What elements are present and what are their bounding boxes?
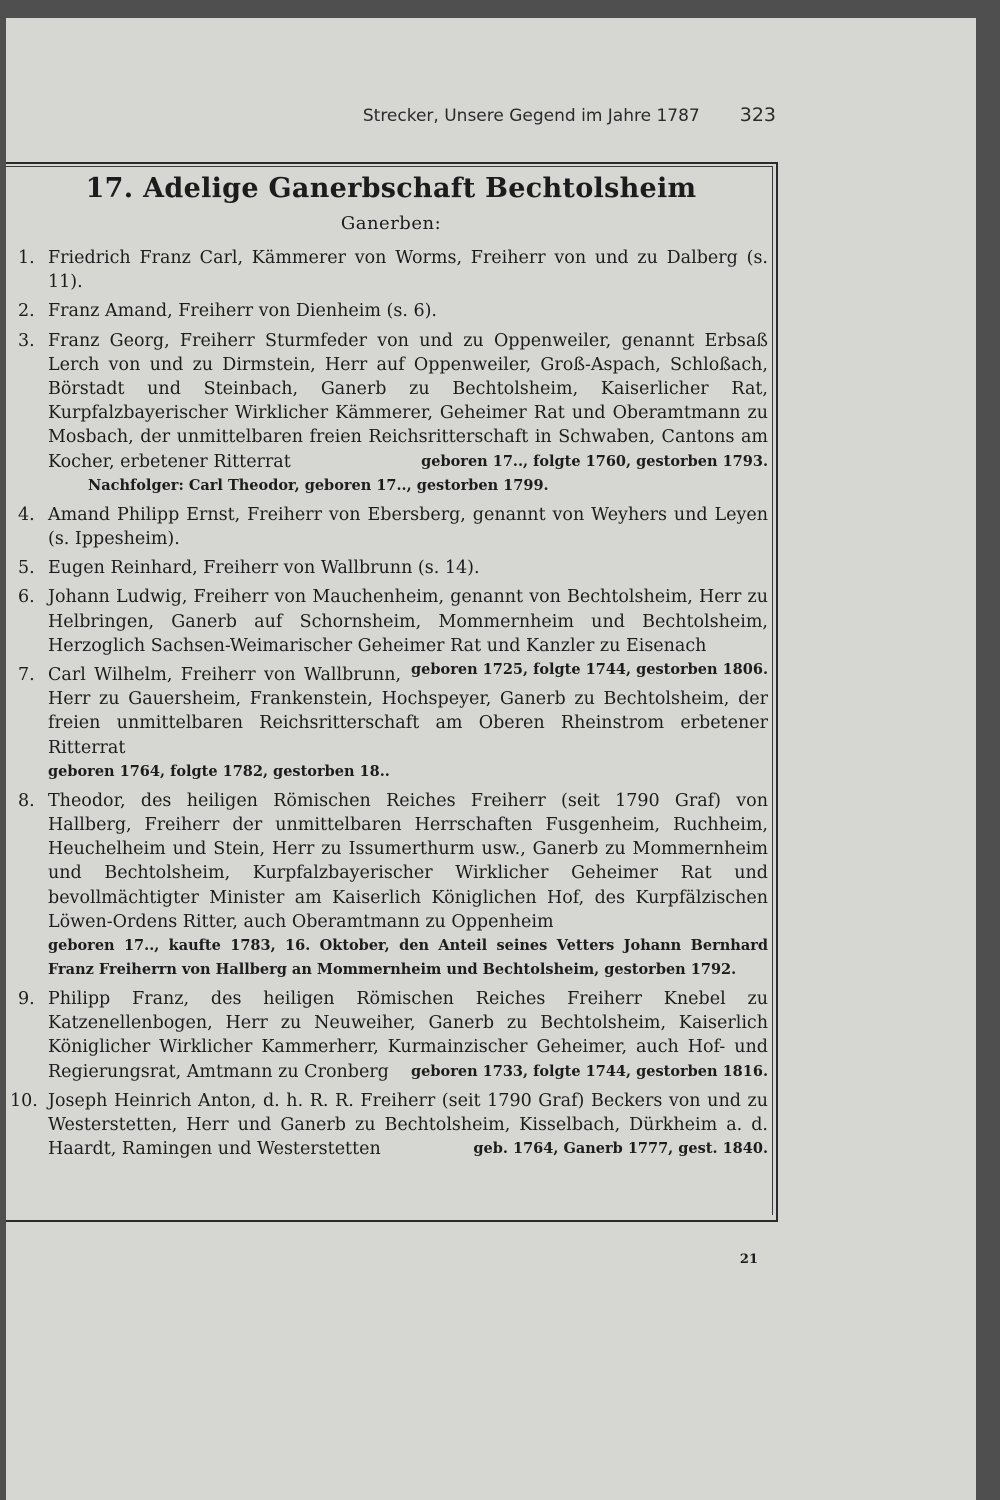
entry-dates: geboren 1725, folgte 1744, gestorben 1806. [411, 661, 768, 679]
running-title: Strecker, Unsere Gegend im Jahre 1787 [362, 106, 700, 126]
entry-text: Eugen Reinhard, Freiherr von Wallbrunn (s. 14). [48, 558, 480, 579]
entry-10 [10, 1089, 768, 1162]
entry-number: 6. [18, 587, 35, 608]
running-head [6, 104, 776, 126]
page-number: 323 [739, 104, 776, 126]
entry-5 [18, 556, 768, 580]
entry-dates-note: geboren 17.., kaufte 1783, 16. Oktober, den Anteil seines Vetters Johann Bernhard Franz Freiherrn von Hallberg an Mommernheim und Bechtolsheim, gestorben 1792. [48, 937, 768, 979]
section-subtitle: Ganerben: [340, 213, 442, 234]
entry-8 [18, 789, 768, 982]
entry-list [10, 246, 768, 1167]
entry-3 [18, 329, 768, 498]
entry-9 [18, 987, 768, 1084]
entry-text: Joseph Heinrich Anton, d. h. R. R. Freiherr (seit 1790 Graf) Beckers von und zu Westerstetten, Herr und Ganerb zu Bechtolsheim, Kisselbach, Dürkheim a. d. Haardt, Ramingen und Westerstetten [48, 1090, 768, 1160]
entry-dates: geb. 1764, Ganerb 1777, gest. 1840. [473, 1140, 768, 1158]
entry-6 [18, 585, 768, 679]
entry-number: 1. [18, 248, 35, 268]
section-title: 17. Adelige Ganerbschaft Bechtolsheim [85, 173, 697, 204]
entry-text: Franz Amand, Freiherr von Dienheim (s. 6). [48, 301, 437, 322]
page [6, 18, 976, 1500]
signature-mark: 21 [739, 1252, 758, 1267]
entry-1 [18, 246, 768, 294]
entry-dates-note: geboren 1764, folgte 1782, gestorben 18.. [48, 762, 390, 780]
entry-4 [18, 503, 768, 551]
entry-text: Carl Wilhelm, Freiherr von Wallbrunn, Herr zu Gauersheim, Frankenstein, Hochspeyer, Ganerb zu Bechtolsheim, der freien unmittelbaren Reichsritterschaft am Oberen Rheinstrom erbetener Ritterrat [48, 665, 768, 758]
entry-number: 7. [18, 665, 35, 686]
entry-text: Philipp Franz, des heiligen Römischen Reiches Freiherr Knebel zu Katzenellenbogen, Herr zu Neuweiher, Ganerb zu Bechtolsheim, Kaiserlich Königlicher Wirklicher Kammerherr, Kurmainzischer Geheimer, auch Hof- und Regierungsrat, Amtmann zu Cronberg [48, 989, 768, 1082]
entry-number: 2. [18, 301, 35, 322]
entry-text: Johann Ludwig, Freiherr von Mauchenheim, genannt von Bechtolsheim, Herr zu Helbringen, Ganerb auf Schornsheim, Mommernheim und Bechtolsheim, Herzoglich Sachsen-Weimarischer Geheimer Rat und Kanzler zu Eisenach [48, 587, 768, 656]
entry-text: Amand Philipp Ernst, Freiherr von Ebersberg, genannt von Weyhers und Leyen (s. Ippesheim). [48, 504, 768, 550]
entry-text: Franz Georg, Freiherr Sturmfeder von und zu Oppenweiler, genannt Erbsaß Lerch von und zu Dirmstein, Herr auf Oppenweiler, Groß-Aspach, Schloßach, Börstadt und Steinbach, Ganerb zu Bechtolsheim, Kaiserlicher Rat, Kurpfalzbayerischer Wirklicher Kämmerer, Geheimer Rat und Oberamtmann zu Mosbach, der unmittelbaren freien Reichsritterschaft in Schwaben, Cantons am Kocher, erbetener Ritterrat [48, 330, 768, 472]
entry-text: Friedrich Franz Carl, Kämmerer von Worms, Freiherr von und zu Dalberg (s. 11). [48, 248, 768, 293]
entry-number: 3. [18, 330, 35, 351]
entry-number: 9. [18, 989, 35, 1010]
entry-number: 5. [18, 558, 35, 579]
entry-dates: geboren 17.., folgte 1760, gestorben 1793. [421, 452, 768, 470]
entry-successor-note: Nachfolger: Carl Theodor, geboren 17.., gestorben 1799. [88, 476, 549, 494]
entry-number: 4. [18, 504, 35, 525]
entry-7 [18, 663, 768, 784]
entry-text: Theodor, des heiligen Römischen Reiches Freiherr (seit 1790 Graf) von Hallberg, Freiherr der unmittelbaren Herrschaften Fusgenheim, Ruchheim, Heuchelheim und Stein, Herr zu Issumerthurm usw., Ganerb zu Mommernheim und Bechtolsheim, Kurpfalzbayerischer Wirklicher Geheimer Rat und bevollmächtigter Minister am Kaiserlich Königlichen Hof, des Kurpfälzischen Löwen-Ordens Ritter, auch Oberamtmann zu Oppenheim [48, 790, 768, 932]
entry-number: 8. [18, 790, 35, 811]
entry-2 [18, 299, 768, 323]
entry-number: 10. [10, 1090, 38, 1111]
entry-dates: geboren 1733, folgte 1744, gestorben 1816. [411, 1062, 768, 1080]
